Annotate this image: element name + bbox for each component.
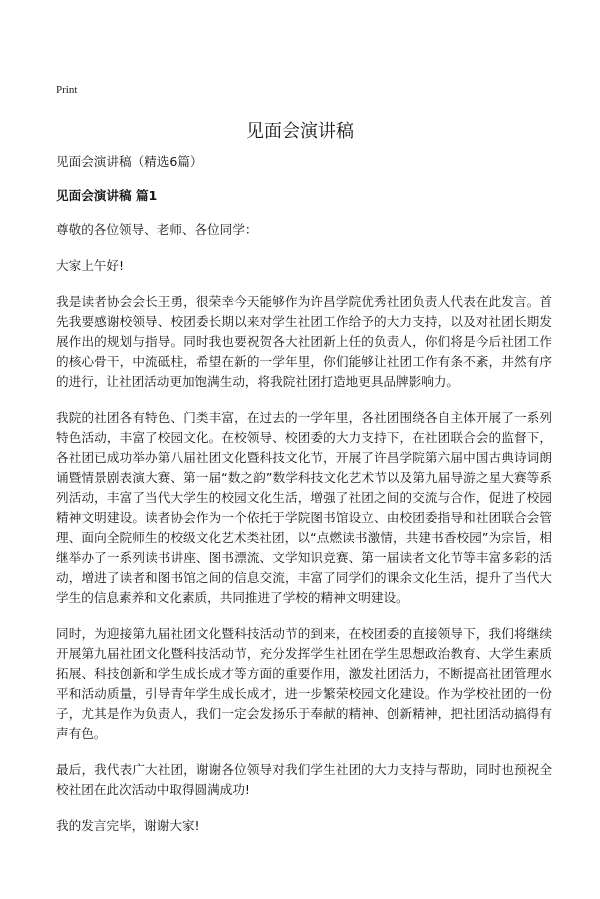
paragraph-1: 我是读者协会会长王勇，很荣幸今天能够作为许昌学院优秀社团负责人代表在此发言。首先我要感谢校领导、校团委长期以来对学生社团工作给予的大力支持，以及对社团长期发展作出的规划与指导。同时我也要祝贺各大社团新上任的负责人，你们将是今后社团工作的核心骨干，中流砥柱，希望在新的一学年里，你们能够让社团工作有条不紊，井然有序的进行，让社团活动更加饱满生动，将我院社团打造地更具品牌影响力。 [56,294,552,389]
paragraph-2: 我院的社团各有特色、门类丰富，在过去的一学年里，各社团围绕各自主体开展了一系列特色活动，丰富了校园文化。在校领导、校团委的大力支持下，在社团联合会的监督下，各社团已成功举办第八届社团文化暨科技文化节，开展了许昌学院第六届中国古典诗词朗诵暨情景剧表演大赛、第一届“数之韵”数学科技文化艺术节以及第九届导游之星大赛等系列活动，丰富了当代大学生的校园文化生活，增强了社团之间的交流与合作，促进了校园精神文明建设。读者协会作为一个依托于学院图书馆设立、由校团委指导和社团联合会管理、面向全院师生的校级文化艺术类社团，以“点燃读书激情，共建书香校园”为宗旨，相继举办了一系列读书讲座、图书漂流、文学知识竞赛、第一届读者文化节等丰富多彩的活动，增进了读者和图书馆之间的信息交流，丰富了同学们的课余文化生活，提升了当代大学生的信息素养和文化素质，共同推进了学校的精神文明建设。 [56,410,552,605]
greeting: 尊敬的各位领导、老师、各位同学： [56,222,258,237]
salutation: 大家上午好! [56,258,125,273]
page-title: 见面会演讲稿 [246,121,354,142]
document-subtitle: 见面会演讲稿（精选6篇） [56,154,203,169]
print-label: Print [56,84,78,96]
paragraph-4: 最后，我代表广大社团，谢谢各位领导对我们学生社团的大力支持与帮助，同时也预祝全校社团在此次活动中取得圆满成功! [56,762,552,797]
section-heading: 见面会演讲稿 篇1 [56,188,158,203]
document-body [56,152,552,852]
paragraph-3: 同时，为迎接第九届社团文化暨科技活动节的到来，在校团委的直接领导下，我们将继续开展第九届社团文化暨科技活动节，充分发挥学生社团在学生思想政治教育、大学生素质拓展、科技创新和学生成长成才等方面的重要作用，激发社团活力，不断提高社团管理水平和活动质量，引导青年学生成长成才，进一步繁荣校园文化建设。作为学校社团的一份子，尤其是作为负责人，我们一定会发扬乐于奉献的精神、创新精神，把社团活动搞得有声有色。 [56,626,552,741]
paragraph-5: 我的发言完毕，谢谢大家! [56,818,200,833]
